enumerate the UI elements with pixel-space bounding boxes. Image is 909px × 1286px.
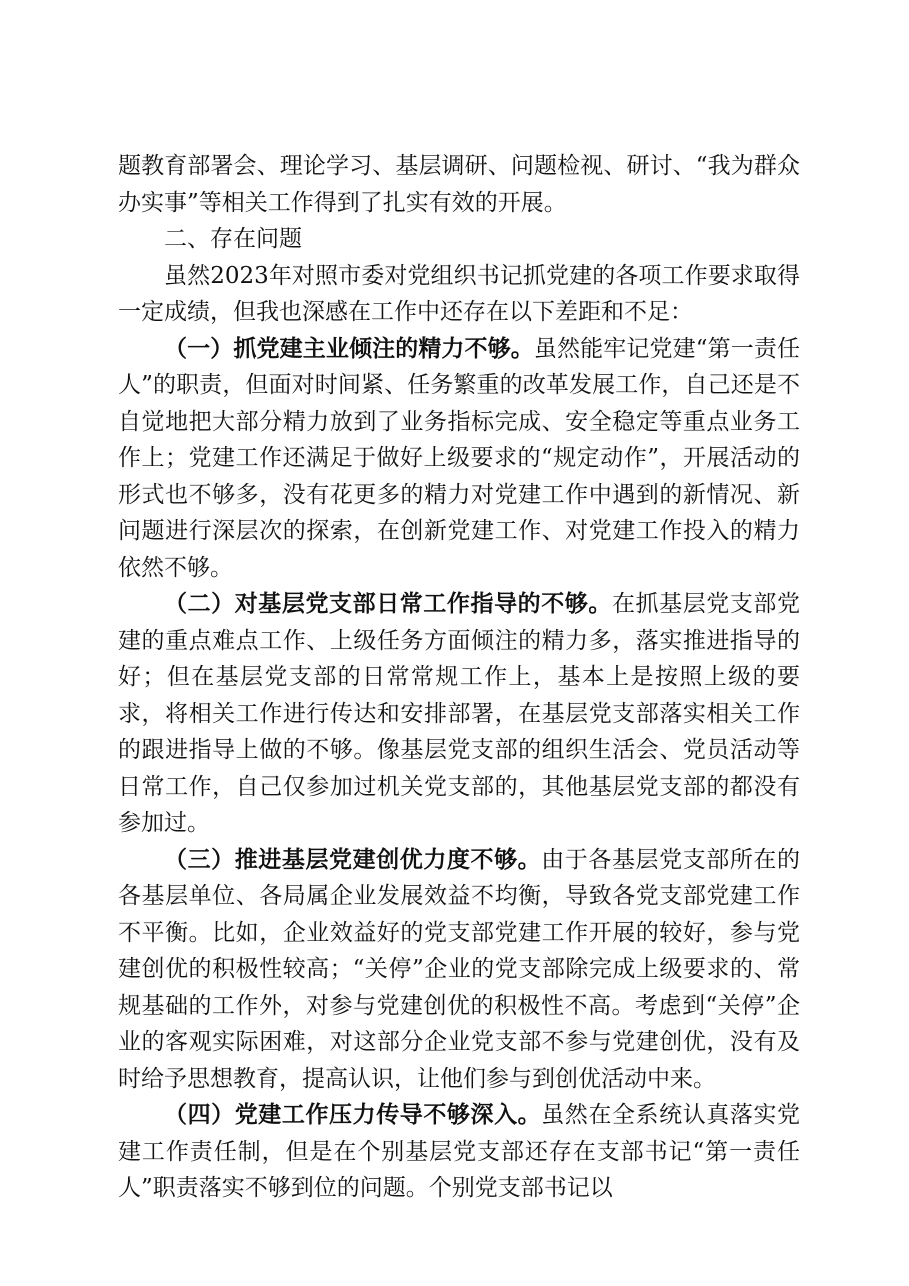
issue-body-3: 由于各基层党支部所在的各基层单位、各局属企业发展效益不均衡，导致各党支部党建工作不平衡。比如，企业效益好的党支部党建工作开展的较好，参与党建创优的积极性较高；“关停”企业的党支部除完成上级要求的、常规基础的工作外，对参与党建创优的积极性不高。考虑到“关停”企业的客观实际困难，对这部分企业党支部不参与党建创优，没有及时给予思想教育，提高认识，让他们参与到创优活动中来。 <box>118 846 801 1092</box>
document-body <box>118 148 800 1207</box>
issue-heading-2: （二）对基层党支部日常工作指导的不够。 <box>164 590 612 617</box>
continuation-paragraph: 题教育部署会、理论学习、基层调研、问题检视、研讨、“我为群众办实事”等相关工作得到了扎实有效的开展。 <box>118 153 800 216</box>
issue-body-1: 虽然能牢记党建“第一责任人”的职责，但面对时间紧、任务繁重的改革发展工作，自己还是不自觉地把大部分精力放到了业务指标完成、安全稳定等重点业务工作上；党建工作还满足于做好上级要求的“规定动作”，开展活动的形式也不够多，没有花更多的精力对党建工作中遇到的新情况、新问题进行深层次的探索，在创新党建工作、对党建工作投入的精力依然不够。 <box>118 335 800 581</box>
issue-paragraph-3 <box>118 842 800 1098</box>
intro-paragraph: 虽然2023年对照市委对党组织书记抓党建的各项工作要求取得一定成绩，但我也深感在工作中还存在以下差距和不足： <box>118 262 800 325</box>
issue-heading-4: （四）党建工作压力传导不够深入。 <box>164 1101 542 1128</box>
issue-paragraph-2 <box>118 586 800 842</box>
issue-heading-3: （三）推进基层党建创优力度不够。 <box>164 845 542 873</box>
issue-body-2: 在抓基层党支部党建的重点难点工作、上级任务方面倾注的精力多，落实推进指导的好；但在基层党支部的日常常规工作上，基本上是按照上级的要求，将相关工作进行传达和安排部署，在基层党支部落实相关工作的跟进指导上做的不够。像基层党支部的组织生活会、党员活动等日常工作，自己仅参加过机关党支部的，其他基层党支部的都没有参加过。 <box>118 591 801 836</box>
issue-paragraph-4 <box>118 1097 800 1207</box>
issue-heading-1: （一）抓党建主业倾注的精力不够。 <box>164 334 534 362</box>
issue-paragraph-1 <box>118 331 800 587</box>
section-title: 二、存在问题 <box>164 226 302 252</box>
issue-body-4: 虽然在全系统认真落实党建工作责任制，但是在个别基层党支部还存在支部书记“第一责任人”职责落实不够到位的问题。个别党支部书记以 <box>118 1102 801 1201</box>
